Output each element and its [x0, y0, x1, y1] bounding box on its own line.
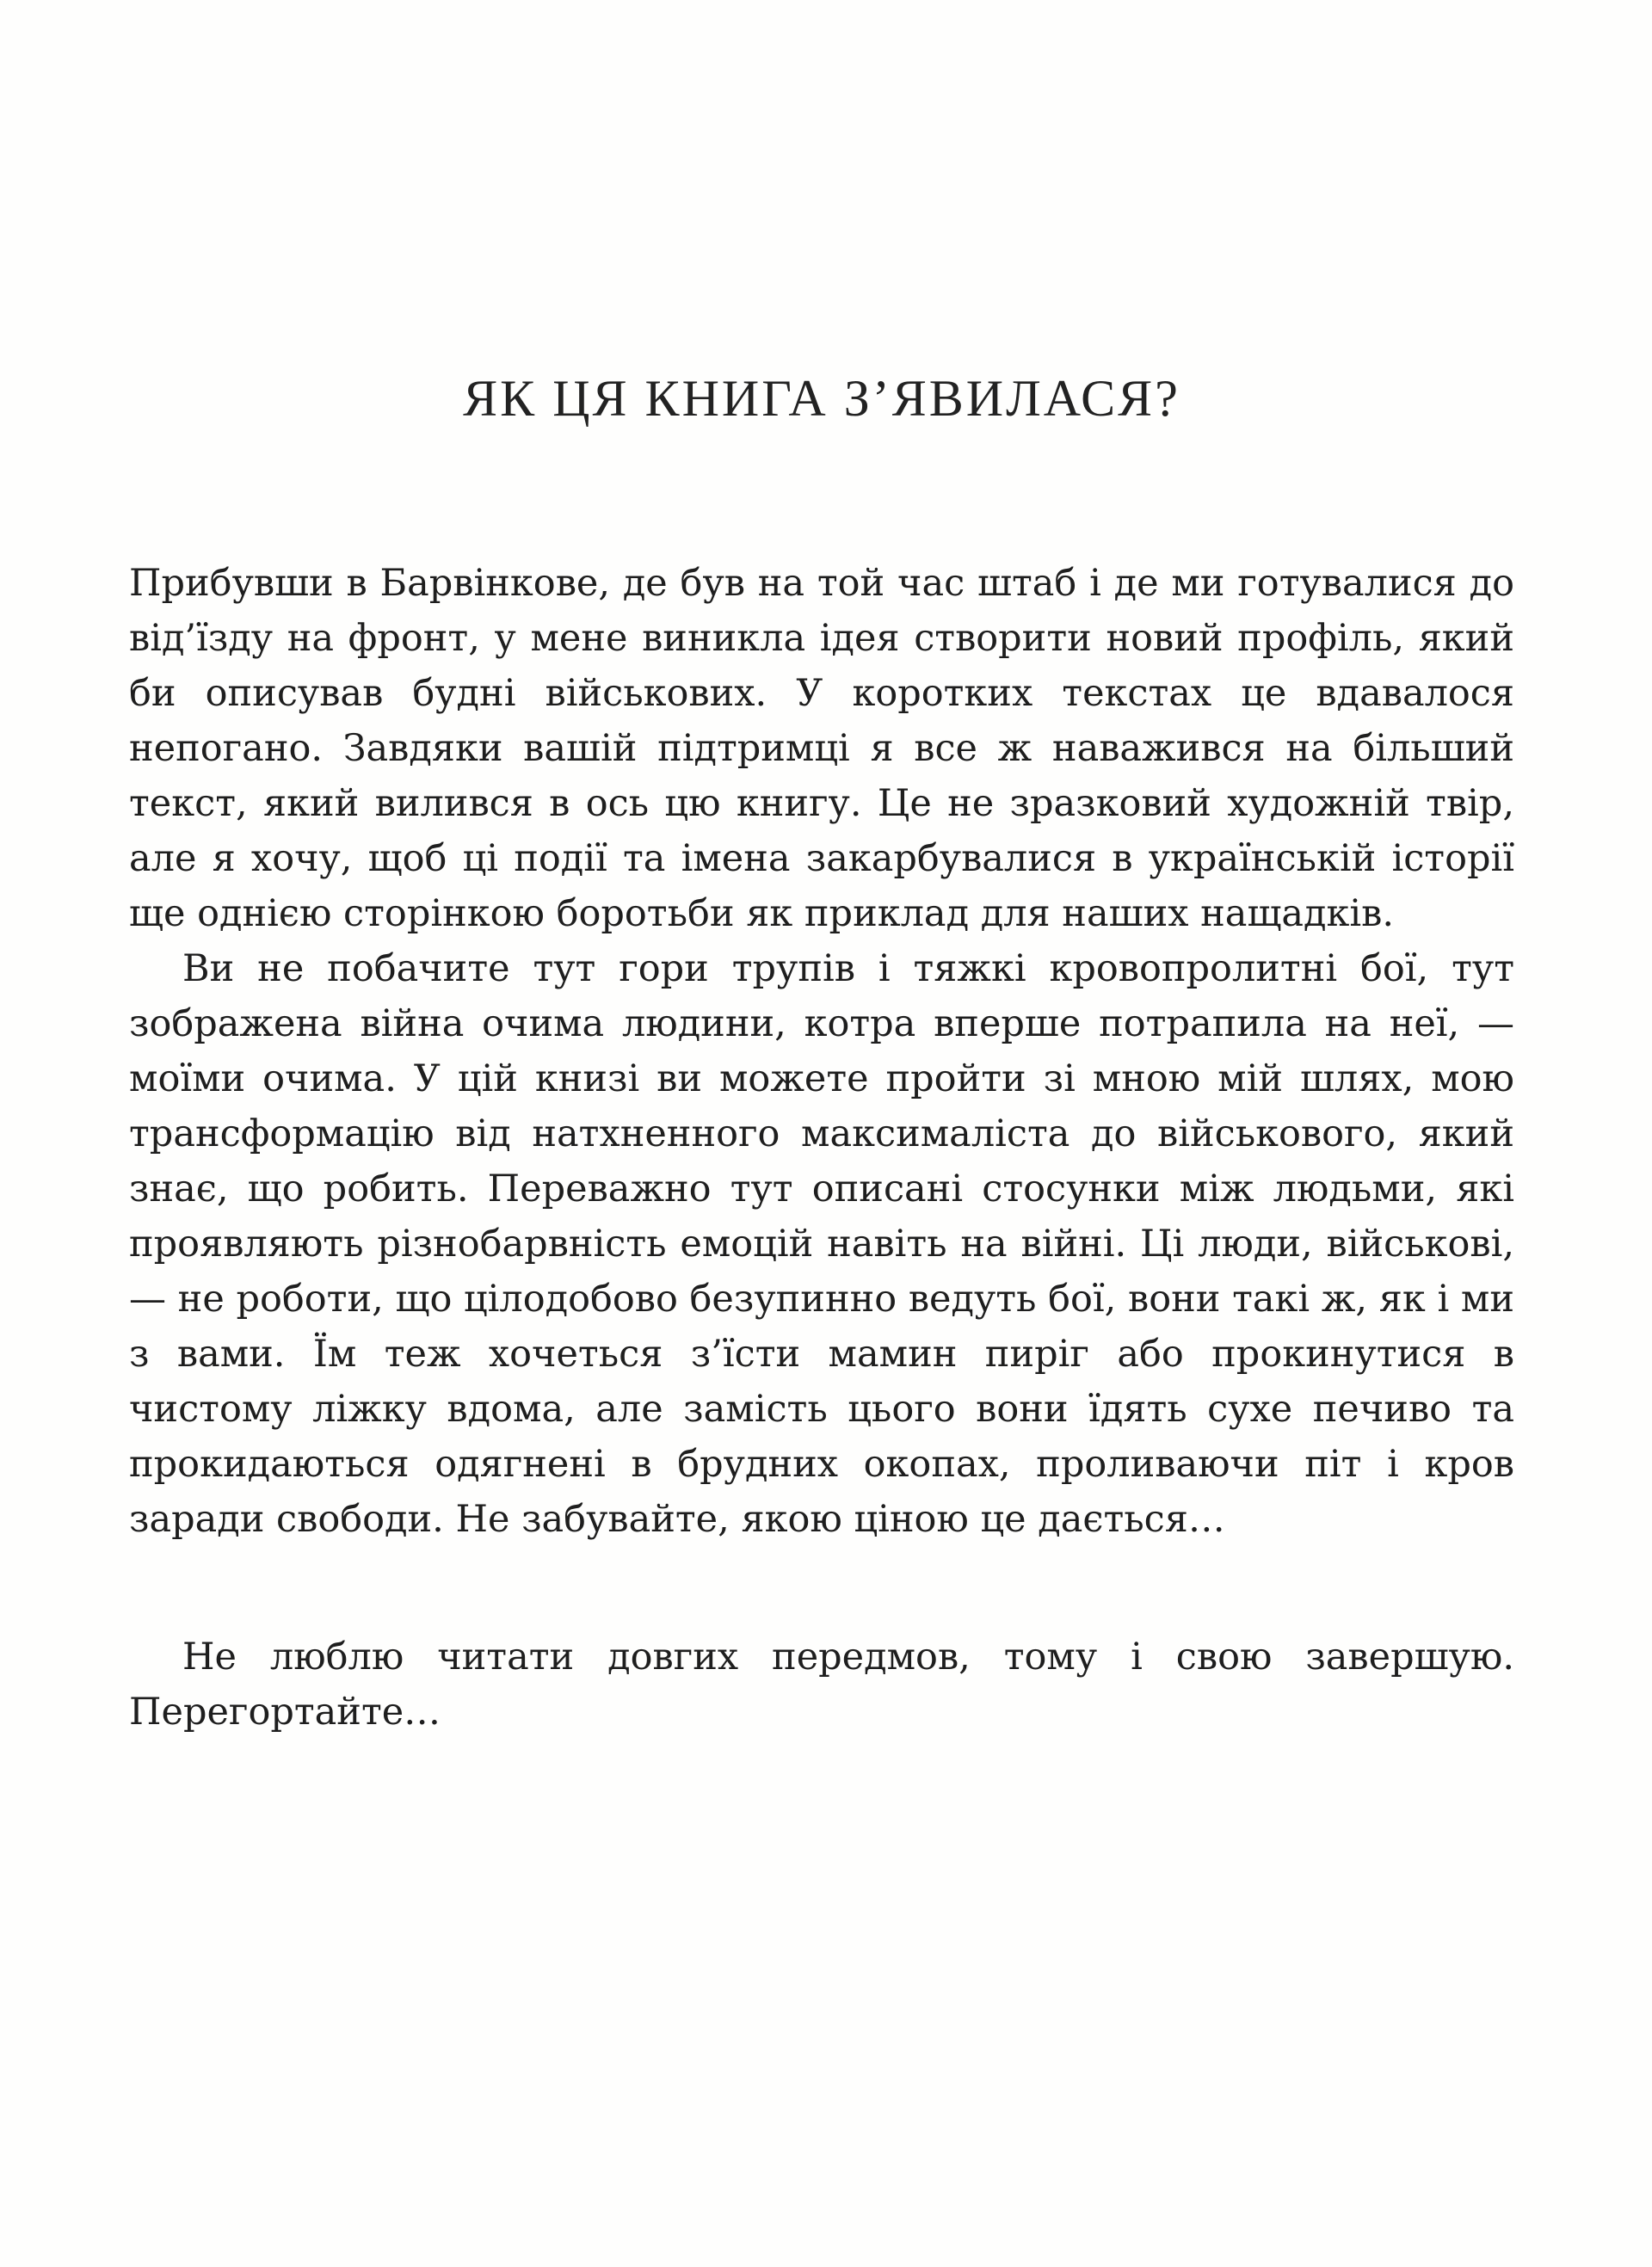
- paragraph-1: Прибувши в Барвінкове, де був на той час штаб і де ми готувалися до від’їзду на фронт, у мене виникла ідея створити новий профіль, який би описував будні військових. У коротких текстах це вдавалося непогано. Завдяки вашій підтримці я все ж наважився на більший текст, який вилився в ось цю книгу. Це не зразковий художній твір, але я хочу, щоб ці події та імена закарбувалися в українській історії ще однією сторінкою боротьби як приклад для наших нащадків.: [129, 562, 1514, 935]
- paragraph-2: Ви не побачите тут гори трупів і тяжкі кровопролитні бої, тут зображена війна очима людини, котра вперше потрапила на неї, — моїми очима. У цій книзі ви можете пройти зі мною мій шлях, мою трансформацію від натхненного максималіста до військового, який знає, що робить. Переважно тут описані стосунки між людьми, які проявляють різнобарвність емоцій навіть на війні. Ці люди, військові, — не роботи, що цілодобово безупинно ведуть бої, вони такі ж, як і ми з вами. Їм теж хочеться з’їсти мамин пиріг або прокинутися в чистому ліжку вдома, але замість цього вони їдять сухе печиво та прокидаються одягнені в брудних окопах, проливаючи піт і кров заради свободи. Не забувайте, якою ціною це дається…: [129, 947, 1514, 1541]
- page-content: [129, 370, 1514, 1740]
- paragraph-3: Не люблю читати довгих передмов, тому і свою завершую. Перегортайте…: [129, 1636, 1514, 1734]
- chapter-body: [129, 556, 1514, 1740]
- chapter-title: ЯК ЦЯ КНИГА З’ЯВИЛАСЯ?: [463, 370, 1180, 427]
